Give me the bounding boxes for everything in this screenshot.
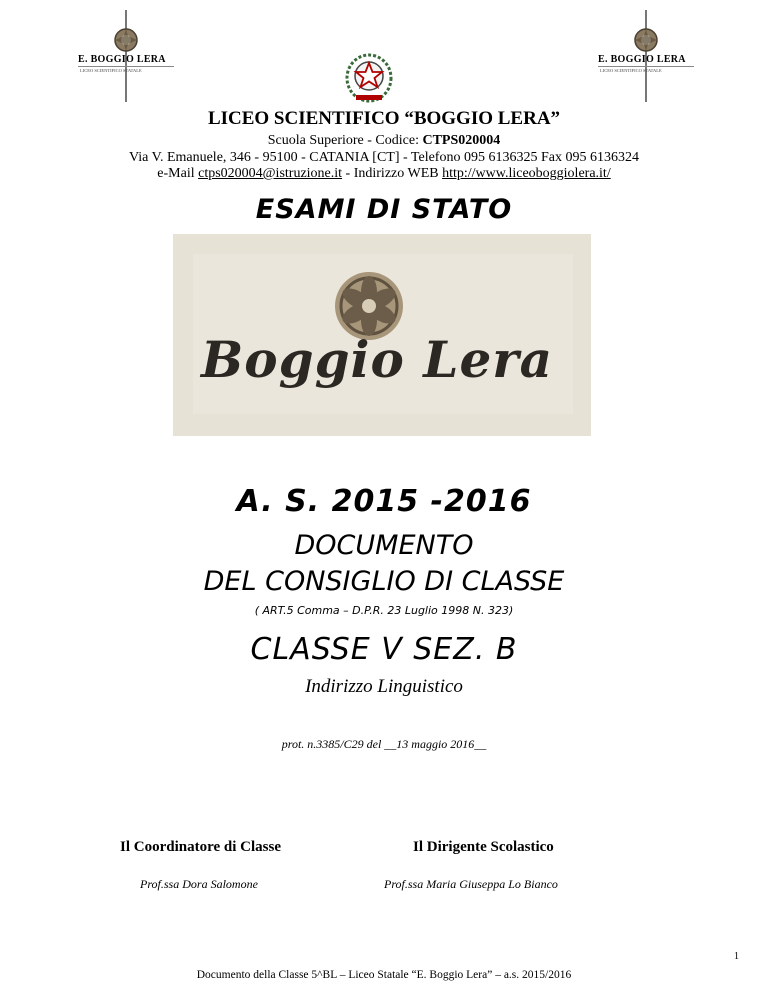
school-code-prefix: Scuola Superiore - Codice: [267, 133, 423, 148]
school-logo-right [598, 10, 690, 106]
school-contact-line [0, 166, 768, 182]
logo-brand-text: E. BOGGIO LERA [598, 54, 686, 65]
school-year: A. S. 2015 -2016 [236, 484, 532, 519]
school-address-line: Via V. Emanuele, 346 - 95100 - CATANIA [CT] - Telefono 095 6136325 Fax 095 6136324 [129, 150, 639, 165]
logo-brand-text: E. BOGGIO LERA [78, 54, 166, 65]
class-section: CLASSE V SEZ. B [250, 632, 518, 667]
school-logo-left [78, 10, 170, 106]
coordinator-title: Il Coordinatore di Classe [120, 839, 281, 855]
legal-reference: ( ART.5 Comma – D.P.R. 23 Luglio 1998 N. 323) [254, 604, 514, 617]
logo-subtitle: LICEO SCIENTIFICO STATALE [80, 68, 142, 73]
school-code: CTPS020004 [422, 133, 501, 148]
email-label: e-Mail [157, 166, 199, 181]
logo-rule [78, 66, 174, 67]
coordinator-name: Prof.ssa Dora Salomone [140, 877, 258, 891]
email-link[interactable]: ctps020004@istruzione.it [198, 166, 343, 181]
exam-title: ESAMI DI STATO [255, 194, 513, 225]
boggio-lera-logo-image [173, 234, 591, 436]
school-code-line [0, 133, 768, 149]
protocol-number: prot. n.3385/C29 del __13 maggio 2016__ [281, 737, 487, 751]
hero-logo-text: Boggio Lera [201, 330, 553, 389]
italian-republic-emblem-icon [344, 48, 394, 104]
document-title-line1: DOCUMENTO [294, 530, 474, 561]
web-label: - Indirizzo WEB [342, 166, 443, 181]
school-name: LICEO SCIENTIFICO “BOGGIO LERA” [207, 108, 561, 129]
principal-title: Il Dirigente Scolastico [413, 839, 554, 855]
document-title-line2: DEL CONSIGLIO DI CLASSE [203, 566, 565, 597]
page-footer: Documento della Classe 5^BL – Liceo Statale “E. Boggio Lera” – a.s. 2015/2016 [196, 969, 572, 981]
logo-rule [598, 66, 694, 67]
principal-name: Prof.ssa Maria Giuseppa Lo Bianco [384, 877, 558, 891]
page-number: 1 [734, 951, 739, 962]
study-track: Indirizzo Linguistico [305, 676, 463, 697]
website-link[interactable]: http://www.liceoboggiolera.it/ [442, 166, 611, 181]
logo-subtitle: LICEO SCIENTIFICO STATALE [600, 68, 662, 73]
